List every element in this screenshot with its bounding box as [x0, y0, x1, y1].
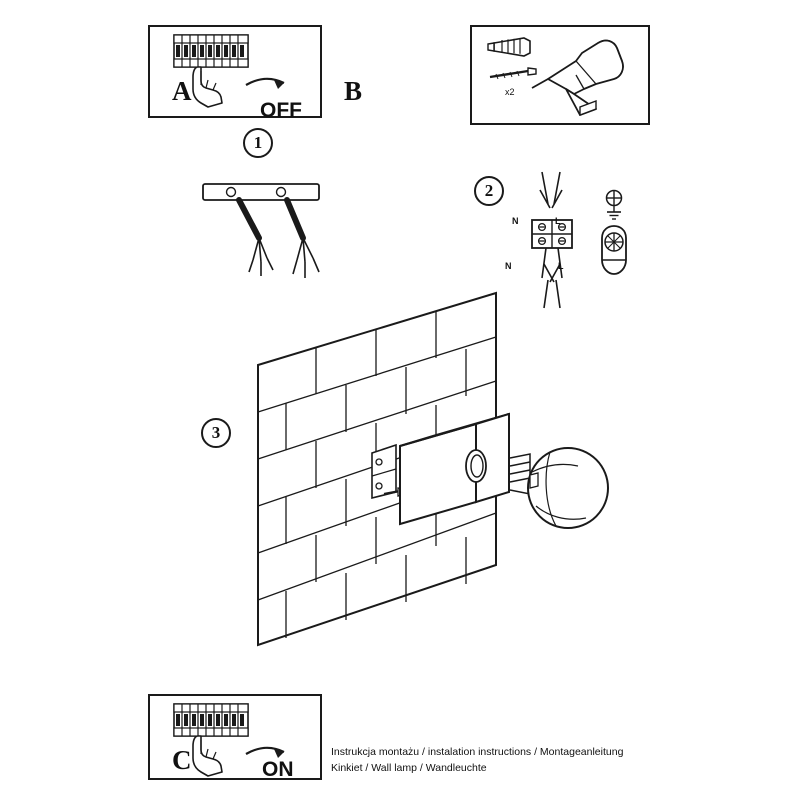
step-3-badge: 3 [201, 418, 231, 448]
footer-line-1: Instrukcja montażu / instalation instructions / Montageanleitung [331, 746, 624, 758]
step-1-badge: 1 [243, 128, 273, 158]
panel-a-label: A [172, 76, 192, 106]
panel-c-label: C [172, 745, 192, 775]
screwdriver-and-earth-icon [586, 186, 642, 286]
panel-b-label: B [344, 76, 363, 106]
wall-plug-icon [488, 38, 530, 56]
earth-ground-icon [607, 191, 622, 220]
panel-c-state-label: ON [262, 758, 294, 781]
screw-icon [490, 68, 536, 79]
wall-lamp-mounting-diagram [248, 290, 638, 660]
terminal-label-n-bottom: N [505, 261, 512, 271]
panel-a-state-label: OFF [260, 99, 302, 122]
step-2-badge: 2 [474, 176, 504, 206]
screwdriver-icon [602, 226, 626, 274]
drill-and-plugs-icon [480, 31, 646, 123]
terminal-label-l-top: L [555, 216, 561, 226]
plug-quantity-label: x2 [505, 87, 515, 97]
ceiling-plate-wires-diagram [195, 176, 355, 296]
terminal-label-n-top: N [512, 216, 519, 226]
drill-icon [532, 41, 623, 115]
panel-b [470, 25, 650, 125]
terminal-label-l-bottom: L [558, 261, 564, 271]
footer-line-2: Kinkiet / Wall lamp / Wandleuchte [331, 762, 487, 774]
footer-caption [331, 744, 623, 776]
